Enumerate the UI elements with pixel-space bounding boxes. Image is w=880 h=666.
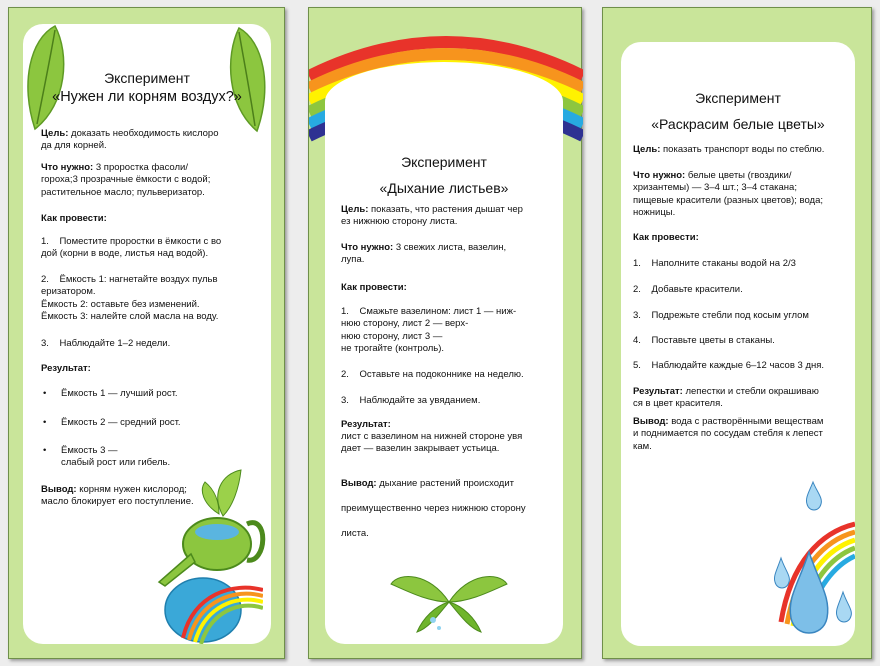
result-text: лепестки и стебли окрашиваю ся в цвет красителя. bbox=[633, 386, 819, 410]
step-item: 5. Наблюдайте каждые 6–12 часов 3 дня. bbox=[633, 360, 825, 371]
conclusion bbox=[341, 478, 561, 490]
materials-text: белые цветы (гвоздики/ хризантемы) — 3–4 шт.; 3–4 стакана; пищевые красители (разных цветов); вода; ножницы. bbox=[633, 170, 824, 219]
panel-roots-air bbox=[8, 7, 285, 659]
procedure-label: Как провести: bbox=[341, 282, 407, 293]
goal-label: Цель: bbox=[41, 128, 69, 139]
title-line-2: «Нужен ли корням воздух?» bbox=[52, 88, 242, 105]
panel-title bbox=[621, 90, 855, 133]
title-line-1: Эксперимент bbox=[401, 154, 487, 170]
step-1: 1. Смажьте вазелином: лист 1 — ниж- нюю сторону, лист 2 — верх- нюю сторону, лист 3 — не трогайте (контроль). bbox=[341, 306, 517, 355]
step-item: 3. Подрежьте стебли под косым углом bbox=[633, 310, 809, 321]
step-item: 4. Поставьте цветы в стаканы. bbox=[633, 335, 775, 346]
conclusion bbox=[633, 416, 855, 453]
step-2: 2. Ёмкость 1: нагнетайте воздух пульв еризатором. Ёмкость 2: оставьте без изменений. Ёмкость 3: налейте слой масла на воду. bbox=[41, 274, 219, 323]
conclusion-label: Вывод: bbox=[341, 478, 377, 489]
materials bbox=[41, 162, 269, 199]
materials bbox=[341, 242, 561, 267]
materials bbox=[633, 170, 855, 219]
materials-label: Что нужно: bbox=[341, 242, 394, 253]
step-3: 3. Наблюдайте 1–2 недели. bbox=[41, 338, 171, 349]
step-2: 2. Оставьте на подоконнике на неделю. bbox=[341, 369, 524, 380]
step-item: 1. Наполните стаканы водой на 2/3 bbox=[633, 258, 796, 269]
panel-content bbox=[325, 62, 563, 644]
result-label: Результат: bbox=[633, 386, 683, 397]
result-item: • Ёмкость 3 — слабый рост или гибель. bbox=[61, 445, 241, 470]
conclusion-text: дыхание растений происходит bbox=[376, 478, 515, 489]
result-text: лист с вазелином на нижней стороне увя дает — вазелин закрывает устьица. bbox=[341, 431, 523, 455]
goal-text: показать, что растения дышат чер ез нижнюю сторону листа. bbox=[341, 204, 523, 228]
panel-content bbox=[23, 24, 271, 644]
goal-text: доказать необходимость кислоро да для корней. bbox=[41, 128, 219, 152]
title-line-2: «Дыхание листьев» bbox=[379, 179, 509, 196]
panel-content bbox=[621, 42, 855, 646]
conclusion-text: преимущественно через нижнюю сторону bbox=[341, 503, 526, 514]
result-item: • Ёмкость 2 — средний рост. bbox=[61, 417, 181, 429]
step-1: 1. Поместите проростки в ёмкости с во дой (корни в воде, листья над водой). bbox=[41, 236, 222, 260]
conclusion-text: корням нужен кислород; масло блокирует его поступление. bbox=[41, 484, 194, 508]
step-item: 2. Добавьте красители. bbox=[633, 284, 743, 295]
goal bbox=[41, 128, 269, 153]
result-label: Результат: bbox=[41, 363, 91, 374]
title-line-1: Эксперимент bbox=[695, 90, 781, 106]
conclusion-label: Вывод: bbox=[633, 416, 669, 427]
conclusion-text: вода с растворёнными веществам и поднимается по сосудам стебля к лепест кам. bbox=[633, 416, 824, 452]
materials-text: 3 проростка фасоли/ гороха;3 прозрачные ёмкости с водой; растительное масло; пульверизатор. bbox=[41, 162, 211, 198]
title-line-2: «Раскрасим белые цветы» bbox=[651, 115, 825, 132]
conclusion-label: Вывод: bbox=[41, 484, 77, 495]
goal bbox=[633, 144, 855, 156]
goal bbox=[341, 204, 561, 229]
materials-label: Что нужно: bbox=[41, 162, 94, 173]
materials-label: Что нужно: bbox=[633, 170, 686, 181]
result bbox=[633, 386, 855, 411]
panel-color-flowers bbox=[602, 7, 872, 659]
panel-leaf-breathing bbox=[308, 7, 582, 659]
conclusion-text: листа. bbox=[341, 528, 369, 539]
goal-label: Цель: bbox=[633, 144, 661, 155]
title-line-1: Эксперимент bbox=[104, 70, 190, 86]
goal-text: показать транспорт воды по стеблю. bbox=[660, 144, 825, 155]
materials-text: 3 свежих листа, вазелин, лупа. bbox=[341, 242, 507, 266]
result-label: Результат: bbox=[341, 419, 391, 430]
rainbow-water-drop-icon bbox=[751, 462, 855, 646]
result-item: • Ёмкость 1 — лучший рост. bbox=[61, 388, 178, 400]
procedure-label: Как провести: bbox=[633, 232, 699, 243]
green-leaves-icon bbox=[389, 562, 509, 634]
panel-title bbox=[325, 154, 563, 197]
panel-title bbox=[23, 70, 271, 106]
step-3: 3. Наблюдайте за увяданием. bbox=[341, 395, 481, 406]
rainbow-globe-icon bbox=[163, 564, 263, 644]
procedure-label: Как провести: bbox=[41, 213, 107, 224]
goal-label: Цель: bbox=[341, 204, 369, 215]
